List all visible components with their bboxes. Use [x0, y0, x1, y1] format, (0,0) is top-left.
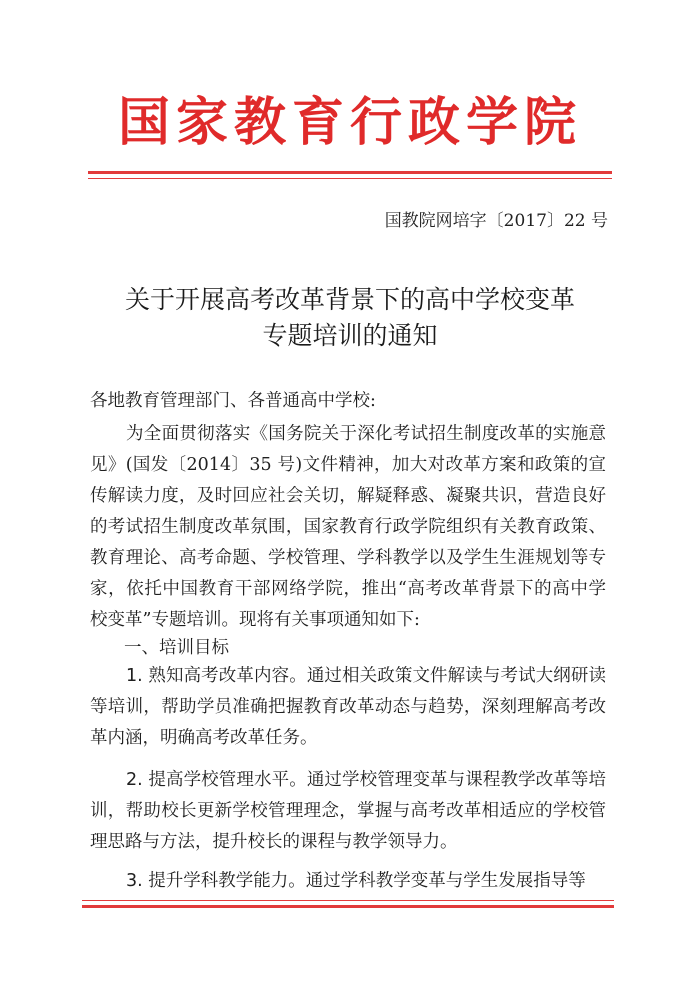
title-line-1: 关于开展高考改革背景下的高中学校变革 [124, 285, 575, 314]
goal-item-2-text: 通过学校管理变革与课程教学改革等培训，帮助校长更新学校管理理念，掌握与高考改革相适应的学校管理思路与方法，提升校长的课程与教学领导力。 [90, 770, 606, 852]
section-heading-training-goals: 一、培训目标 [124, 638, 229, 658]
main-paragraph: 为全面贯彻落实《国务院关于深化考试招生制度改革的实施意见》(国发〔2014〕35 号)文件精神，加大对改革方案和政策的宣传解读力度，及时回应社会关切，解疑释惑、凝聚共识，营造良好的考试招生制度改革氛围，国家教育行政学院组织有关教育政策、教育理论、高考命题、学校管理、学科教学以及学生生涯规划等专家，依托中国教育干部网络学院，推出“高考改革背景下的高中学校变革”专题培训。现将有关事项通知如下: [90, 424, 606, 630]
footer-divider-thin [82, 900, 614, 901]
footer-divider-thick [82, 905, 614, 908]
goal-item-3 [90, 866, 606, 897]
letterhead-divider-thick [88, 171, 612, 174]
institution-letterhead: 国家教育行政学院 [117, 92, 582, 153]
title-line-2: 专题培训的通知 [262, 321, 438, 350]
goal-item-2-lead: 2. 提高学校管理水平。 [126, 770, 307, 790]
letterhead-divider-thin [88, 178, 612, 179]
goal-item-3-text: 通过学科教学变革与学生发展指导等 [305, 871, 586, 891]
goal-item-2 [90, 765, 606, 858]
document-number: 国教院网培字〔2017〕22 号 [384, 211, 608, 231]
document-title [0, 282, 700, 354]
goal-item-3-lead: 3. 提升学科教学能力。 [126, 871, 306, 891]
goal-item-1-text: 通过相关政策文件解读与考试大纲研读等培训，帮助学员准确把握教育改革动态与趋势，深刻理解高考改革内涵，明确高考改革任务。 [90, 666, 606, 748]
goal-item-1 [90, 661, 606, 754]
salutation: 各地教育管理部门、各普通高中学校: [90, 391, 376, 411]
goal-item-1-lead: 1. 熟知高考改革内容。 [126, 666, 307, 686]
